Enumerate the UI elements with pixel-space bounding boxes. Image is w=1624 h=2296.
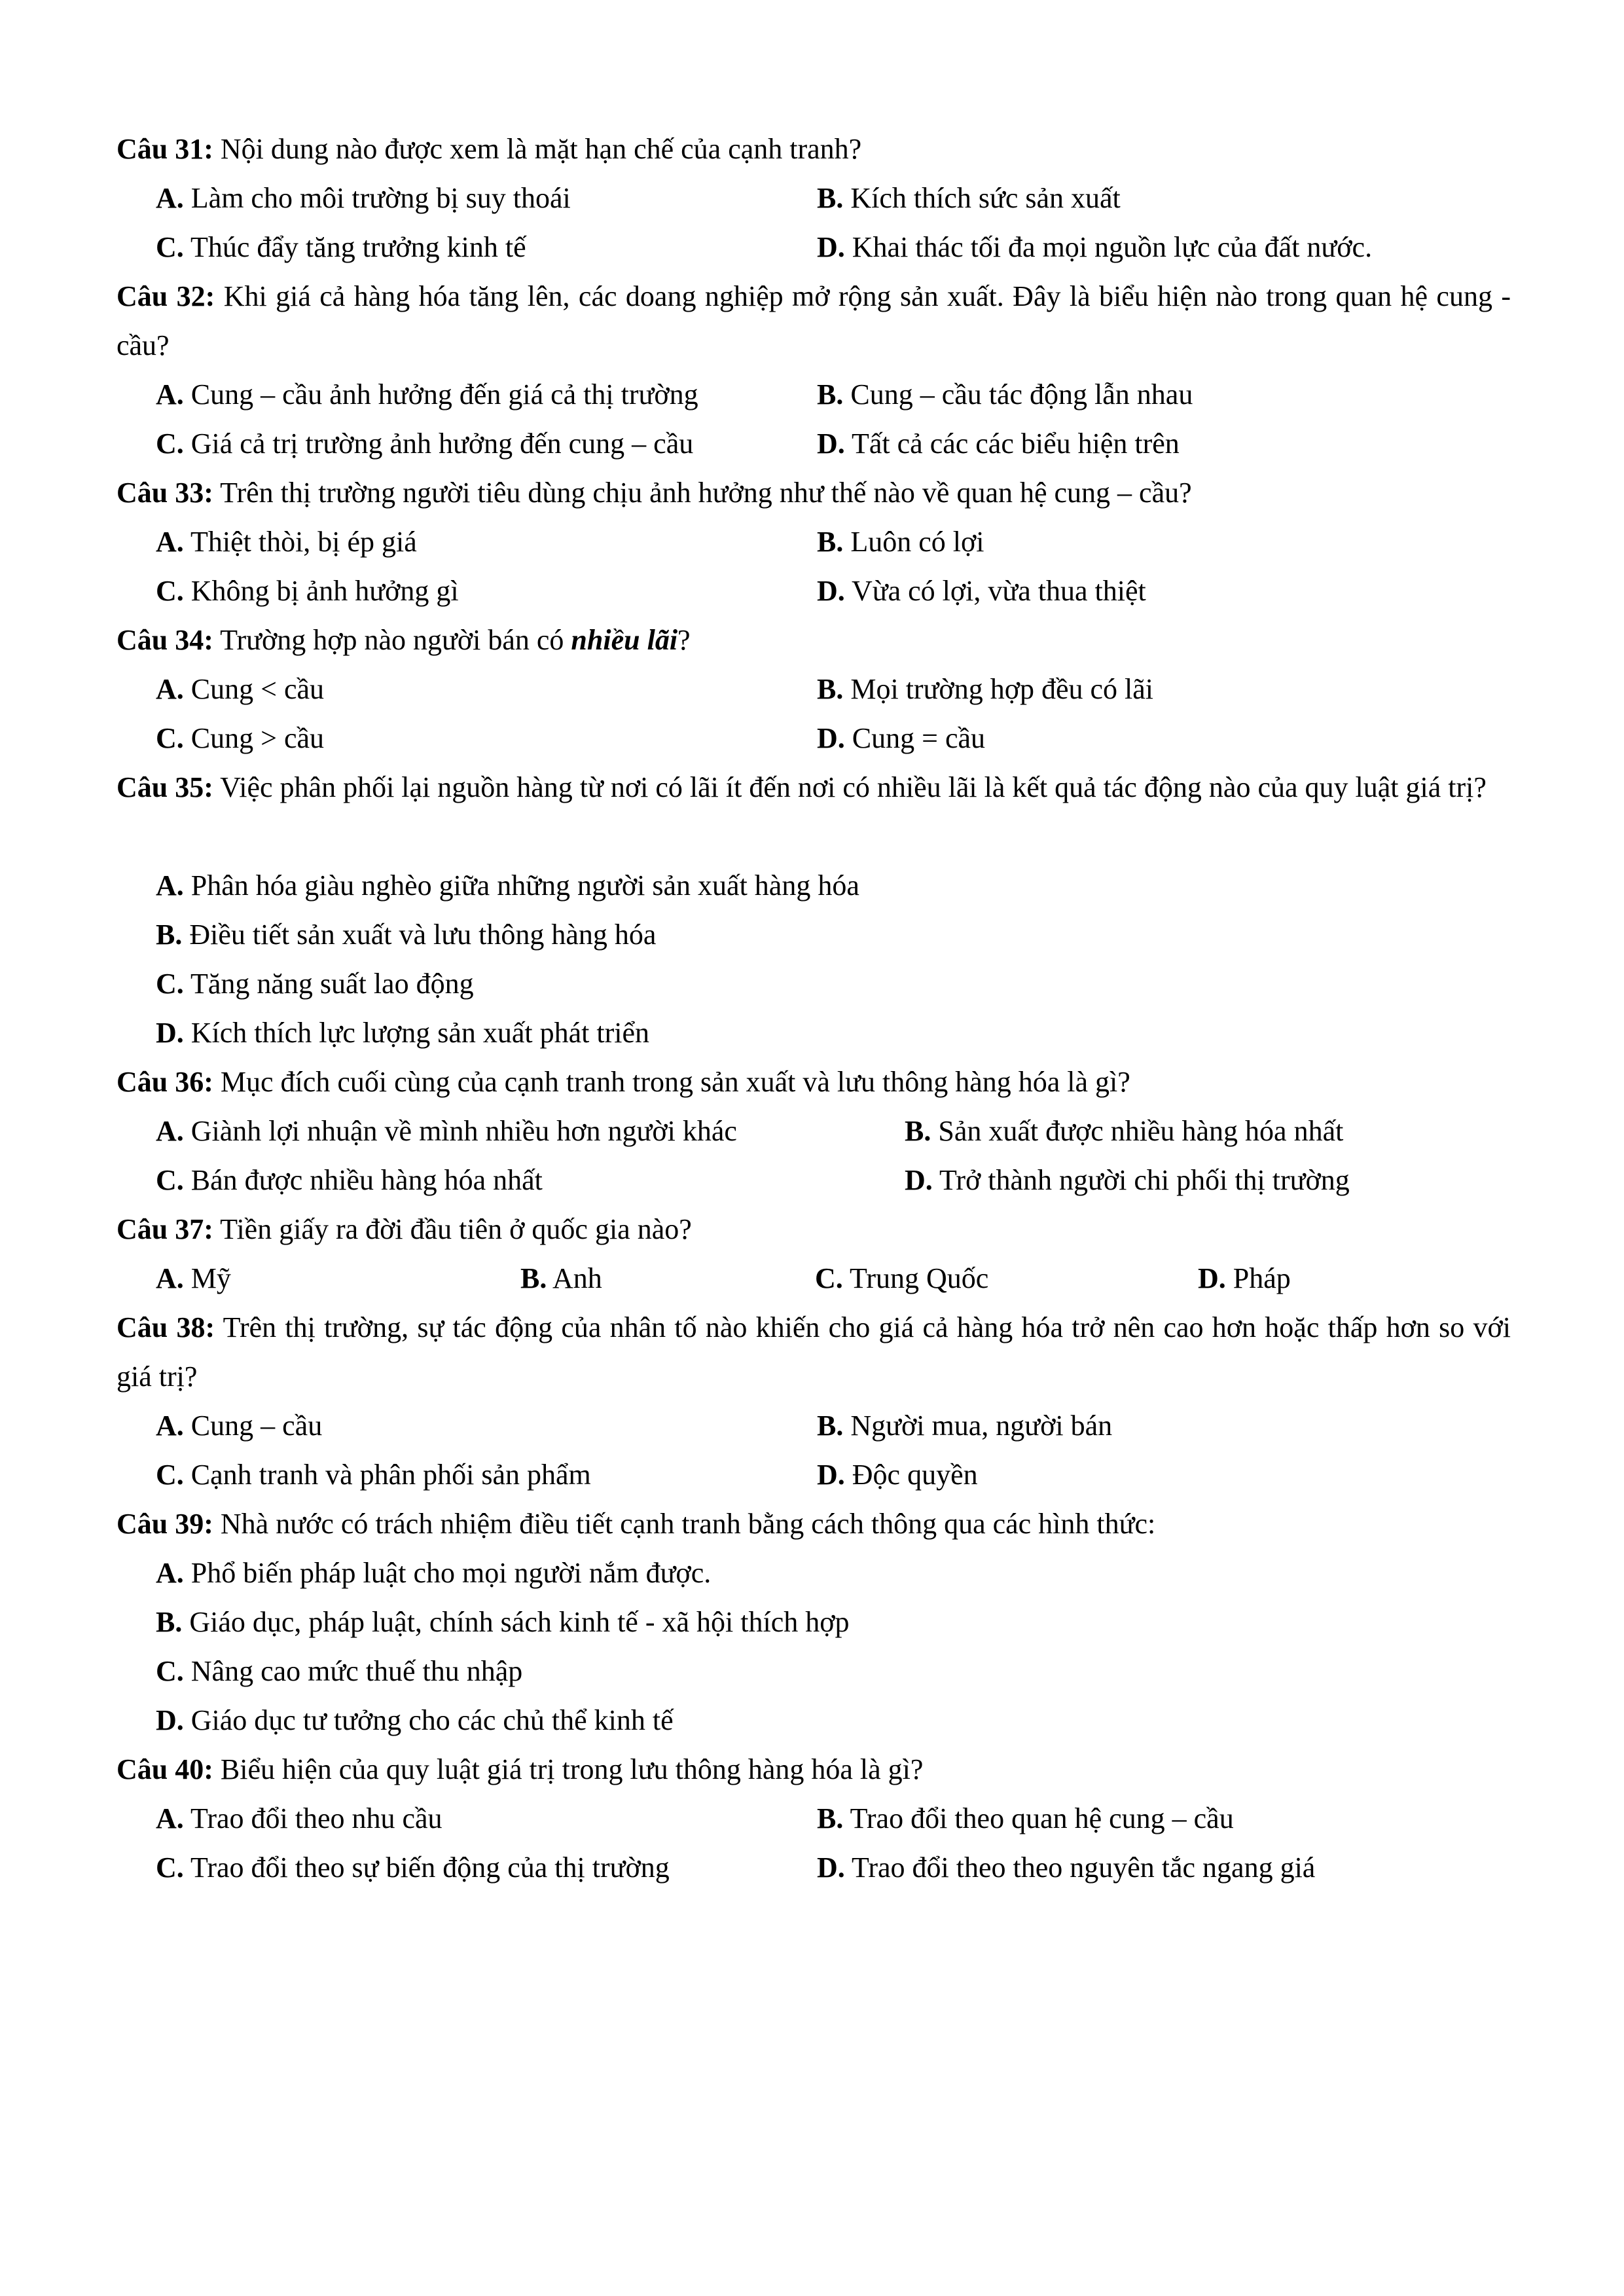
option-key: B. [156, 1606, 183, 1638]
option-37-c [815, 1254, 988, 1303]
option-text: Nâng cao mức thuế thu nhập [190, 1655, 523, 1687]
question-text: Trên thị trường, sự tác động của nhân tố nào khiến cho giá cả hàng hóa trở nên cao hơn hoặc thấp hơn so với giá trị? [117, 1311, 1511, 1393]
option-33-c [156, 566, 459, 615]
option-text: Cung – cầu tác động lẫn nhau [850, 378, 1193, 410]
option-38-d [817, 1450, 978, 1499]
option-35-a [156, 861, 859, 910]
option-text: Cung < cầu [190, 673, 325, 705]
option-32-a [156, 370, 698, 419]
option-text: Kích thích sức sản xuất [850, 182, 1121, 214]
option-text: Trao đổi theo quan hệ cung – cầu [850, 1802, 1234, 1834]
option-key: A. [156, 1262, 184, 1294]
question-text: Việc phân phối lại nguồn hàng từ nơi có lãi ít đến nơi có nhiều lãi là kết quả tác động nào của quy luật giá trị? [220, 771, 1487, 803]
option-36-a [156, 1106, 737, 1156]
option-key: A. [156, 1115, 184, 1147]
option-text: Thiệt thòi, bị ép giá [190, 526, 417, 558]
option-text: Bán được nhiều hàng hóa nhất [190, 1164, 543, 1196]
question-38 [117, 1303, 1511, 1401]
option-key: A. [156, 1410, 184, 1442]
option-key: C. [156, 428, 184, 460]
option-key: C. [156, 1164, 184, 1196]
option-text: Pháp [1233, 1262, 1291, 1294]
option-text: Kích thích lực lượng sản xuất phát triển [190, 1017, 650, 1049]
question-37 [117, 1205, 1511, 1254]
option-40-b [817, 1794, 1234, 1843]
option-39-a [156, 1548, 711, 1597]
option-32-d [817, 419, 1180, 468]
question-text: Nhà nước có trách nhiệm điều tiết cạnh tranh bằng cách thông qua các hình thức: [220, 1508, 1156, 1540]
option-text: Làm cho môi trường bị suy thoái [190, 182, 571, 214]
option-key: D. [817, 575, 845, 607]
option-key: C. [156, 231, 184, 263]
option-text: Tăng năng suất lao động [190, 968, 474, 1000]
option-key: A. [156, 673, 184, 705]
option-text: Cung – cầu ảnh hưởng đến giá cả thị trường [190, 378, 698, 410]
option-text: Giành lợi nhuận về mình nhiều hơn người khác [190, 1115, 737, 1147]
option-33-a [156, 517, 417, 566]
question-label: Câu 31: [117, 133, 213, 165]
question-33 [117, 468, 1511, 517]
option-key: B. [817, 182, 844, 214]
question-text: Biểu hiện của quy luật giá trị trong lưu thông hàng hóa là gì? [220, 1753, 924, 1785]
option-key: D. [817, 231, 845, 263]
option-37-a [156, 1254, 231, 1303]
option-31-a [156, 173, 571, 223]
option-text: Trao đổi theo nhu cầu [190, 1802, 442, 1834]
option-33-d [817, 566, 1146, 615]
option-31-c [156, 223, 526, 272]
option-text: Trao đổi theo theo nguyên tắc ngang giá [852, 1851, 1316, 1884]
question-label: Câu 36: [117, 1066, 213, 1098]
option-text: Trung Quốc [850, 1262, 989, 1294]
option-text: Vừa có lợi, vừa thua thiệt [852, 575, 1146, 607]
question-emphasis: nhiều lãi [571, 624, 678, 656]
question-label: Câu 34: [117, 624, 213, 656]
option-34-b [817, 665, 1153, 714]
option-text: Trở thành người chi phối thị trường [939, 1164, 1350, 1196]
option-35-c [156, 959, 474, 1008]
option-key: D. [817, 1459, 845, 1491]
option-36-d [905, 1156, 1350, 1205]
option-key: B. [156, 919, 183, 951]
option-text: Phổ biến pháp luật cho mọi người nắm được. [190, 1557, 712, 1589]
option-key: D. [817, 1851, 845, 1884]
option-key: A. [156, 378, 184, 410]
option-key: A. [156, 1557, 184, 1589]
option-key: A. [156, 182, 184, 214]
option-text: Anh [552, 1262, 602, 1294]
option-32-b [817, 370, 1193, 419]
option-key: A. [156, 869, 184, 902]
option-text: Giáo dục tư tưởng cho các chủ thể kinh tế [190, 1704, 674, 1736]
option-key: B. [817, 1410, 844, 1442]
question-35 [117, 763, 1511, 812]
question-text: Khi giá cả hàng hóa tăng lên, các doang nghiệp mở rộng sản xuất. Đây là biểu hiện nào trong quan hệ cung - cầu? [117, 280, 1511, 361]
option-key: B. [520, 1262, 547, 1294]
option-35-d [156, 1008, 649, 1057]
option-key: B. [905, 1115, 931, 1147]
option-40-d [817, 1843, 1315, 1892]
option-text: Thúc đẩy tăng trưởng kinh tế [190, 231, 526, 263]
question-text: Trường hợp nào người bán có [220, 624, 571, 656]
option-text: Phân hóa giàu nghèo giữa những người sản xuất hàng hóa [190, 869, 859, 902]
option-text: Giá cả trị trường ảnh hưởng đến cung – cầu [190, 428, 694, 460]
option-37-d [1198, 1254, 1291, 1303]
option-text: Cung = cầu [852, 722, 986, 754]
option-key: D. [156, 1704, 184, 1736]
option-text: Mọi trường hợp đều có lãi [850, 673, 1154, 705]
option-39-c [156, 1647, 522, 1696]
option-38-b [817, 1401, 1112, 1450]
option-40-c [156, 1843, 670, 1892]
option-text: Không bị ảnh hưởng gì [190, 575, 459, 607]
option-38-a [156, 1401, 322, 1450]
question-label: Câu 33: [117, 477, 213, 509]
option-key: C. [156, 722, 184, 754]
option-key: C. [156, 968, 184, 1000]
question-text: Nội dung nào được xem là mặt hạn chế của cạnh tranh? [220, 133, 862, 165]
option-36-b [905, 1106, 1343, 1156]
option-key: C. [156, 1459, 184, 1491]
option-text: Cạnh tranh và phân phối sản phẩm [190, 1459, 591, 1491]
option-34-a [156, 665, 324, 714]
option-key: B. [817, 673, 844, 705]
option-34-d [817, 714, 985, 763]
question-text: Mục đích cuối cùng của cạnh tranh trong sản xuất và lưu thông hàng hóa là gì? [220, 1066, 1130, 1098]
option-text: Điều tiết sản xuất và lưu thông hàng hóa [189, 919, 657, 951]
option-text: Cung – cầu [190, 1410, 323, 1442]
option-39-b [156, 1597, 850, 1647]
option-32-c [156, 419, 693, 468]
question-text: Trên thị trường người tiêu dùng chịu ảnh hưởng như thế nào về quan hệ cung – cầu? [220, 477, 1192, 509]
option-text: Tất cả các các biểu hiện trên [852, 428, 1180, 460]
option-36-c [156, 1156, 543, 1205]
option-34-c [156, 714, 324, 763]
question-text: Tiền giấy ra đời đầu tiên ở quốc gia nào? [220, 1213, 692, 1245]
question-label: Câu 38: [117, 1311, 215, 1343]
question-40 [117, 1745, 1511, 1794]
option-text: Cung > cầu [190, 722, 325, 754]
option-text: Giáo dục, pháp luật, chính sách kinh tế - xã hội thích hợp [189, 1606, 850, 1638]
question-32 [117, 272, 1511, 370]
option-text: Độc quyền [852, 1459, 978, 1491]
option-key: B. [817, 526, 844, 558]
option-key: D. [817, 428, 845, 460]
option-38-c [156, 1450, 591, 1499]
option-31-d [817, 223, 1372, 272]
option-key: B. [817, 1802, 844, 1834]
question-label: Câu 35: [117, 771, 213, 803]
option-37-b [520, 1254, 602, 1303]
question-34 [117, 615, 1511, 665]
option-key: A. [156, 526, 184, 558]
option-text: Khai thác tối đa mọi nguồn lực của đất nước. [852, 231, 1373, 263]
option-key: D. [905, 1164, 933, 1196]
option-key: D. [1198, 1262, 1226, 1294]
option-40-a [156, 1794, 442, 1843]
option-text: Luôn có lợi [850, 526, 984, 558]
question-label: Câu 39: [117, 1508, 213, 1540]
option-33-b [817, 517, 984, 566]
option-key: C. [815, 1262, 843, 1294]
option-text: Mỹ [190, 1262, 231, 1294]
option-text: Người mua, người bán [850, 1410, 1113, 1442]
option-key: B. [817, 378, 844, 410]
option-key: D. [156, 1017, 184, 1049]
option-35-b [156, 910, 656, 959]
question-label: Câu 40: [117, 1753, 213, 1785]
question-39 [117, 1499, 1511, 1548]
option-31-b [817, 173, 1121, 223]
option-key: C. [156, 1851, 184, 1884]
option-key: D. [817, 722, 845, 754]
option-text: Sản xuất được nhiều hàng hóa nhất [938, 1115, 1344, 1147]
option-text: Trao đổi theo sự biến động của thị trường [190, 1851, 670, 1884]
option-key: C. [156, 1655, 184, 1687]
question-label: Câu 37: [117, 1213, 213, 1245]
question-label: Câu 32: [117, 280, 215, 312]
option-key: A. [156, 1802, 184, 1834]
question-36 [117, 1057, 1511, 1106]
option-39-d [156, 1696, 674, 1745]
question-31 [117, 124, 1511, 173]
option-key: C. [156, 575, 184, 607]
question-text-end: ? [677, 624, 691, 656]
